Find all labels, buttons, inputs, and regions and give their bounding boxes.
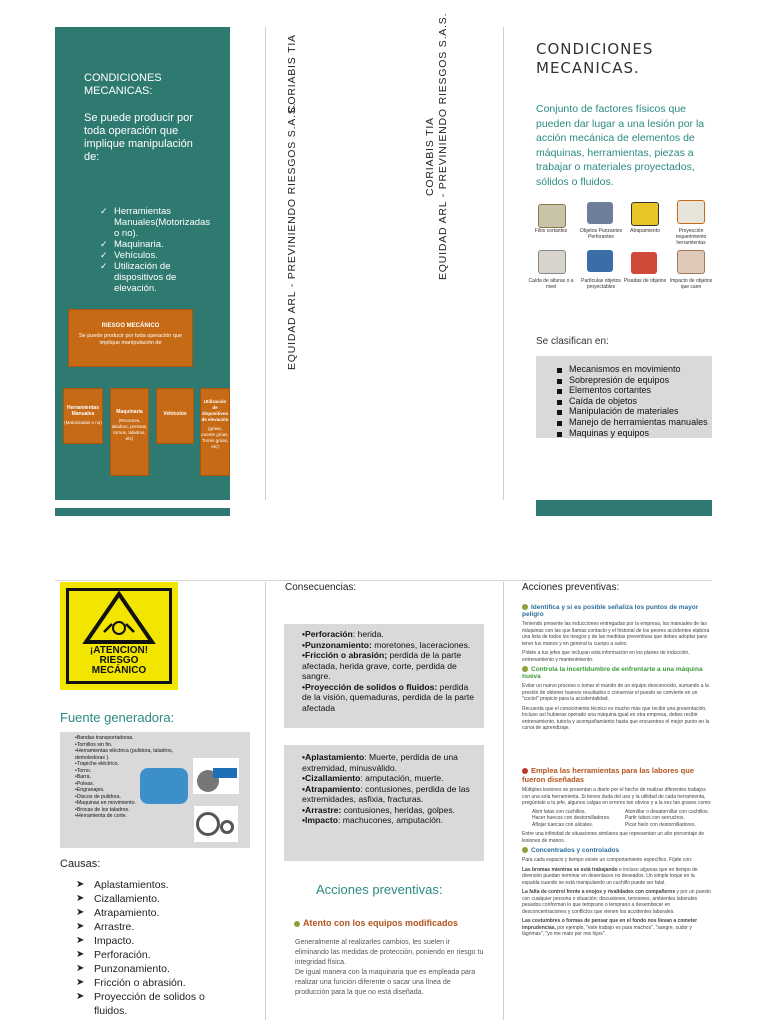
- bullet-icon: [522, 847, 528, 853]
- list-item: ✓ Utilización de dispositivos de elevación.: [100, 261, 204, 294]
- vertical-coriabis-text: CORIABIS TIA: [286, 34, 298, 113]
- list-item: Abrir latas con cuchillos.: [532, 808, 586, 815]
- consecuencias-title: Consecuencias:: [285, 582, 357, 593]
- warning-sign: [60, 582, 178, 690]
- list-item: •Trapiche eléctrico.: [75, 761, 120, 767]
- panel4-definition: Conjunto de factores físicos que pueden dar lugar a una lesión por la acción mecánica de elementos de máquinas, herramientas, piezas a trabajar o materiales proyectados, sólidos o fluidos.: [536, 103, 705, 188]
- panel-divider: [265, 27, 266, 500]
- chart-child-box: Herramientas Manuales (Motorizadas o no): [63, 388, 103, 444]
- tools-list: [522, 809, 712, 829]
- equipos-heading: Atento con los equipos modificados: [294, 918, 458, 928]
- vertical-coriabis-text: CORIABIS TIA: [424, 117, 436, 196]
- list-item: •Brocas de los taladros.: [75, 806, 130, 813]
- list-item: •Perforación: herida.: [302, 629, 384, 639]
- list-item: ➤ Aplastamientos.: [76, 878, 226, 892]
- list-item: Partir tubos con serruchos.: [625, 815, 685, 821]
- list-item: •Proyección de solidos o fluidos: perdida de la visión, quemaduras, perdida de la parte afectada: [302, 681, 474, 713]
- compressor-image: [140, 768, 188, 804]
- list-item: •Punzonamiento: moretones, laceraciones.: [302, 639, 471, 650]
- list-item: ➤ Impacto.: [76, 934, 226, 948]
- acciones-heading: Controla la incertidumbre de enfrentarte a una máquina nueva: [522, 666, 703, 680]
- list-item: ➤ Perforación.: [76, 948, 226, 962]
- bullet-icon: [294, 921, 300, 927]
- panel-teal-footer-bar: [55, 508, 230, 516]
- list-item: ➤ Proyección de solidos o fluidos.: [76, 990, 226, 1018]
- list-item: •Impacto: machucones, amputación.: [302, 815, 444, 825]
- punzantes-icon: [587, 202, 613, 224]
- list-item: ✓ Maquinaria.: [100, 239, 204, 250]
- vertical-org-text: EQUIDAD ARL - PREVINIENDO RIESGOS S.A.S.: [286, 102, 298, 370]
- list-item: ➤ Punzonamiento.: [76, 962, 226, 976]
- list-item: •Maquinas en movimiento.: [75, 800, 136, 806]
- list-item: •Tornillos sin fin.: [75, 741, 113, 748]
- bullet-icon: [522, 768, 528, 774]
- list-item: Maquinas y equipos: [557, 428, 712, 439]
- equipos-paragraph: De igual manera con la maquinaria que es empleada para realizar una función diferente o sacar una línea de producción para la que no está diseñada.: [295, 969, 476, 996]
- grinder-image: [193, 758, 239, 794]
- pulley-image: [194, 806, 238, 842]
- panel1-intro: Se puede producir por toda operación que implique manipulación de:: [84, 112, 193, 163]
- impacto-icon: [677, 250, 705, 274]
- list-item: ➤ Cizallamiento.: [76, 892, 226, 906]
- causas-list: [76, 878, 226, 1018]
- list-item: Atornillar o desatornillar con cuchillos.: [625, 808, 709, 815]
- panel1-title: CONDICIONES MECANICAS:: [84, 72, 162, 97]
- particulas-icon: [587, 250, 613, 272]
- list-item: •Aplastamiento: Muerte, perdida de una extremidad, minusválido.: [302, 752, 458, 773]
- chart-root-box: [68, 309, 193, 367]
- list-item: Elementos cortantes: [557, 385, 712, 396]
- list-item: ✓ Herramientas Manuales(Motorizadas o no).: [100, 206, 204, 239]
- list-item: •Herramientas eléctrica (pulidora, taladros, demoledoras ).: [75, 748, 174, 761]
- panel4-footer-bar: [536, 500, 712, 516]
- classify-label: Se clasifican en:: [536, 336, 609, 347]
- acciones-heading: Concentrados y controlados: [522, 847, 712, 854]
- panel4-title: CONDICIONES MECANICAS.: [536, 40, 654, 77]
- list-item: Picar hielo con destornilladores.: [625, 821, 696, 828]
- equipos-paragraph: Generalmente al realizarles cambios, les suelen ir eliminando las medidas de protección, poniendo en riesgo tu integridad física.: [295, 939, 484, 966]
- list-item: ➤ Fricción o abrasión.: [76, 976, 226, 990]
- list-item: •Discos de pulidora.: [75, 793, 121, 800]
- section-divider: [55, 580, 712, 581]
- chart-child-box: Utilización de dispositivos de elevación (grúas, puente grúas, Torres grúas, etc): [200, 388, 230, 476]
- list-item: •Torno.: [75, 767, 92, 774]
- list-item: ➤ Arrastre.: [76, 920, 226, 934]
- acciones-heading: Emplea las herramientas para las labores que fueron diseñadas: [522, 766, 694, 784]
- icons-grid: Filos cortantes Objetos Punzantes Perforantes Atrapamiento Proyección requerimiento herramientas Caída de alturas o a nivel Partículas objetos proyectables Pisadas de objetos Impacto de objetos que caen: [530, 198, 715, 302]
- list-item: •Fricción o abrasión; perdida de la parte afectada, herida grave, corte, perdida de sangre.: [302, 650, 462, 681]
- consecuencias-list-1: [302, 629, 477, 713]
- acciones-block-1: Identifica y si es posible señaliza los puntos de mayor peligro Teniendo presente las inducciones entregadas por la empresa, los manuales de las máquinas con las que llamas contacto y el historial de los peores accidentes elabora una lista de todos los riesgos y de las medidas preventivas que debes adoptar para tener tus manos y en general tu cuerpo a salvo. Pídele a tus jefes que incluyan esta información en los planes de inducción, entrenamiento y mantenimiento. Controla la incertidumbre de enfrentarte a una máquina nueva Evitar un nuevo proceso o tomar el mando de un equipo desconocido, sumando a la presión de obtener buenos resultados o conservar el puesto se convierte en un "coctel" propicio para la accidentalidad. Recuerda que el conocimiento técnico es mucho más que recibir una presentación. Incluso así hubieras operado una máquina igual en otra empresa, debes recibir entrenamiento, tutoría y acompañamiento hasta que encuentres el mejor punto en la curva de aprendizaje.: [522, 604, 712, 784]
- acciones-block-2: Emplea las herramientas para las labores que fueron diseñadas Múltiples lesiones se presentan a diario por el hecho de realizar diferentes trabajos con una sola herramienta. Si tienes duda del uso y la utilidad de cada herramienta, pregúntale a tu jefe, algunos calgas en errores tan obvios y a la vez tan graves como: Abrir latas con cuchillos. Atornillar o desatornillar con cuchillos. Hacer huecos con destornilladores. Partir tubos con serruchos. Aflojar tuercas con alicates. Picar hielo con destornilladores. Entre una infinidad de situaciones similares que representan un alto porcentaje de lesiones de manos. Concentrados y controlados Para cada espacio y tiempo existe un comportamiento específico. Fíjate con: Las bromas mientras se está trabajando e incluso algunas que en tiempo de diversión puedan terminar en desenlaces no deseados. Un simple toque en la espalda cuando se está manipulando un cuchillo puede ser fatal. La falta de control frente a enojos y rivalidades con compañeros y por un puesto con cualquier persona o situación: discusiones, tensiones, ambientes laborales pesados conforman lo que temprano o temprano a desembocar en desconcentraciones y conflictos que vienen los accidentes laborales. Las costumbres o formas de pensar que en el fondo nos llevan a cometer imprudencias, por ejemplo, "este trabajo es para machos", "sangre, sudor y lágrimas", "yo me mato por mis hijos".: [522, 766, 712, 937]
- chart-child-box: Maquinaria (Recsores, taladros, prensas, tornos, taladros, etc): [110, 388, 149, 476]
- list-item: •Cizallamiento: amputación, muerte.: [302, 773, 444, 783]
- list-item: Hacer huecos con destornilladores.: [532, 815, 611, 821]
- atrapamiento-icon: [631, 202, 659, 226]
- causas-title: Causas:: [60, 858, 101, 870]
- consecuencias-list-2: [302, 752, 477, 826]
- list-item: •Arrastre: contusiones, heridas, golpes.: [302, 804, 456, 815]
- list-item: ➤ Atrapamiento.: [76, 906, 226, 920]
- list-item: ✓ Vehículos.: [100, 250, 204, 261]
- list-item: Aflojar tuercas con alicates.: [532, 821, 594, 828]
- vertical-org-text: EQUIDAD ARL - PREVINIENDO RIESGOS S.A.S.: [437, 12, 449, 280]
- list-item: Manejo de herramientas manuales: [557, 417, 712, 428]
- panel-divider: [503, 27, 504, 500]
- panel1-list: [100, 206, 211, 294]
- list-item: Manipulación de materiales: [557, 406, 712, 417]
- bullet-icon: [522, 604, 528, 610]
- list-item: Mecanismos en movimiento: [557, 364, 712, 375]
- list-item: •Poleas.: [75, 780, 95, 787]
- panel-divider: [503, 582, 504, 1020]
- fuente-title: Fuente generadora:: [60, 710, 175, 725]
- list-item: •Herramienta de corte.: [75, 813, 127, 819]
- chart-root-text: Se puede producir por toda operación que implique manipulación de: [78, 333, 183, 346]
- classify-list: [557, 364, 712, 438]
- proyeccion-icon: [677, 200, 705, 224]
- list-item: •Atrapamiento: contusiones, perdida de las extremidades, asfixia, fracturas.: [302, 783, 470, 804]
- list-item: •Barra.: [75, 774, 91, 780]
- chart-child-box: Vehículos: [156, 388, 194, 444]
- acciones-title: Acciones preventivas:: [316, 882, 443, 897]
- cortes-icon: [538, 204, 566, 228]
- caida-icon: [538, 250, 566, 274]
- list-item: •Bandas transportadoras.: [75, 735, 134, 741]
- list-item: Caída de objetos: [557, 396, 712, 407]
- bullet-icon: [522, 666, 528, 672]
- list-item: •Engranajes.: [75, 787, 105, 793]
- list-item: Sobrepresión de equipos: [557, 375, 712, 386]
- sign-text: ¡ATENCION! RIESGO MECÁNICO: [89, 645, 149, 676]
- chart-root-title: RIESGO MECÁNICO: [101, 323, 160, 329]
- acciones-title-2: Acciones preventivas:: [522, 582, 620, 593]
- pisadas-icon: [631, 252, 657, 274]
- panel-divider: [265, 582, 266, 1020]
- acciones-heading: Identifica y si es posible señaliza los puntos de mayor peligro: [522, 604, 699, 618]
